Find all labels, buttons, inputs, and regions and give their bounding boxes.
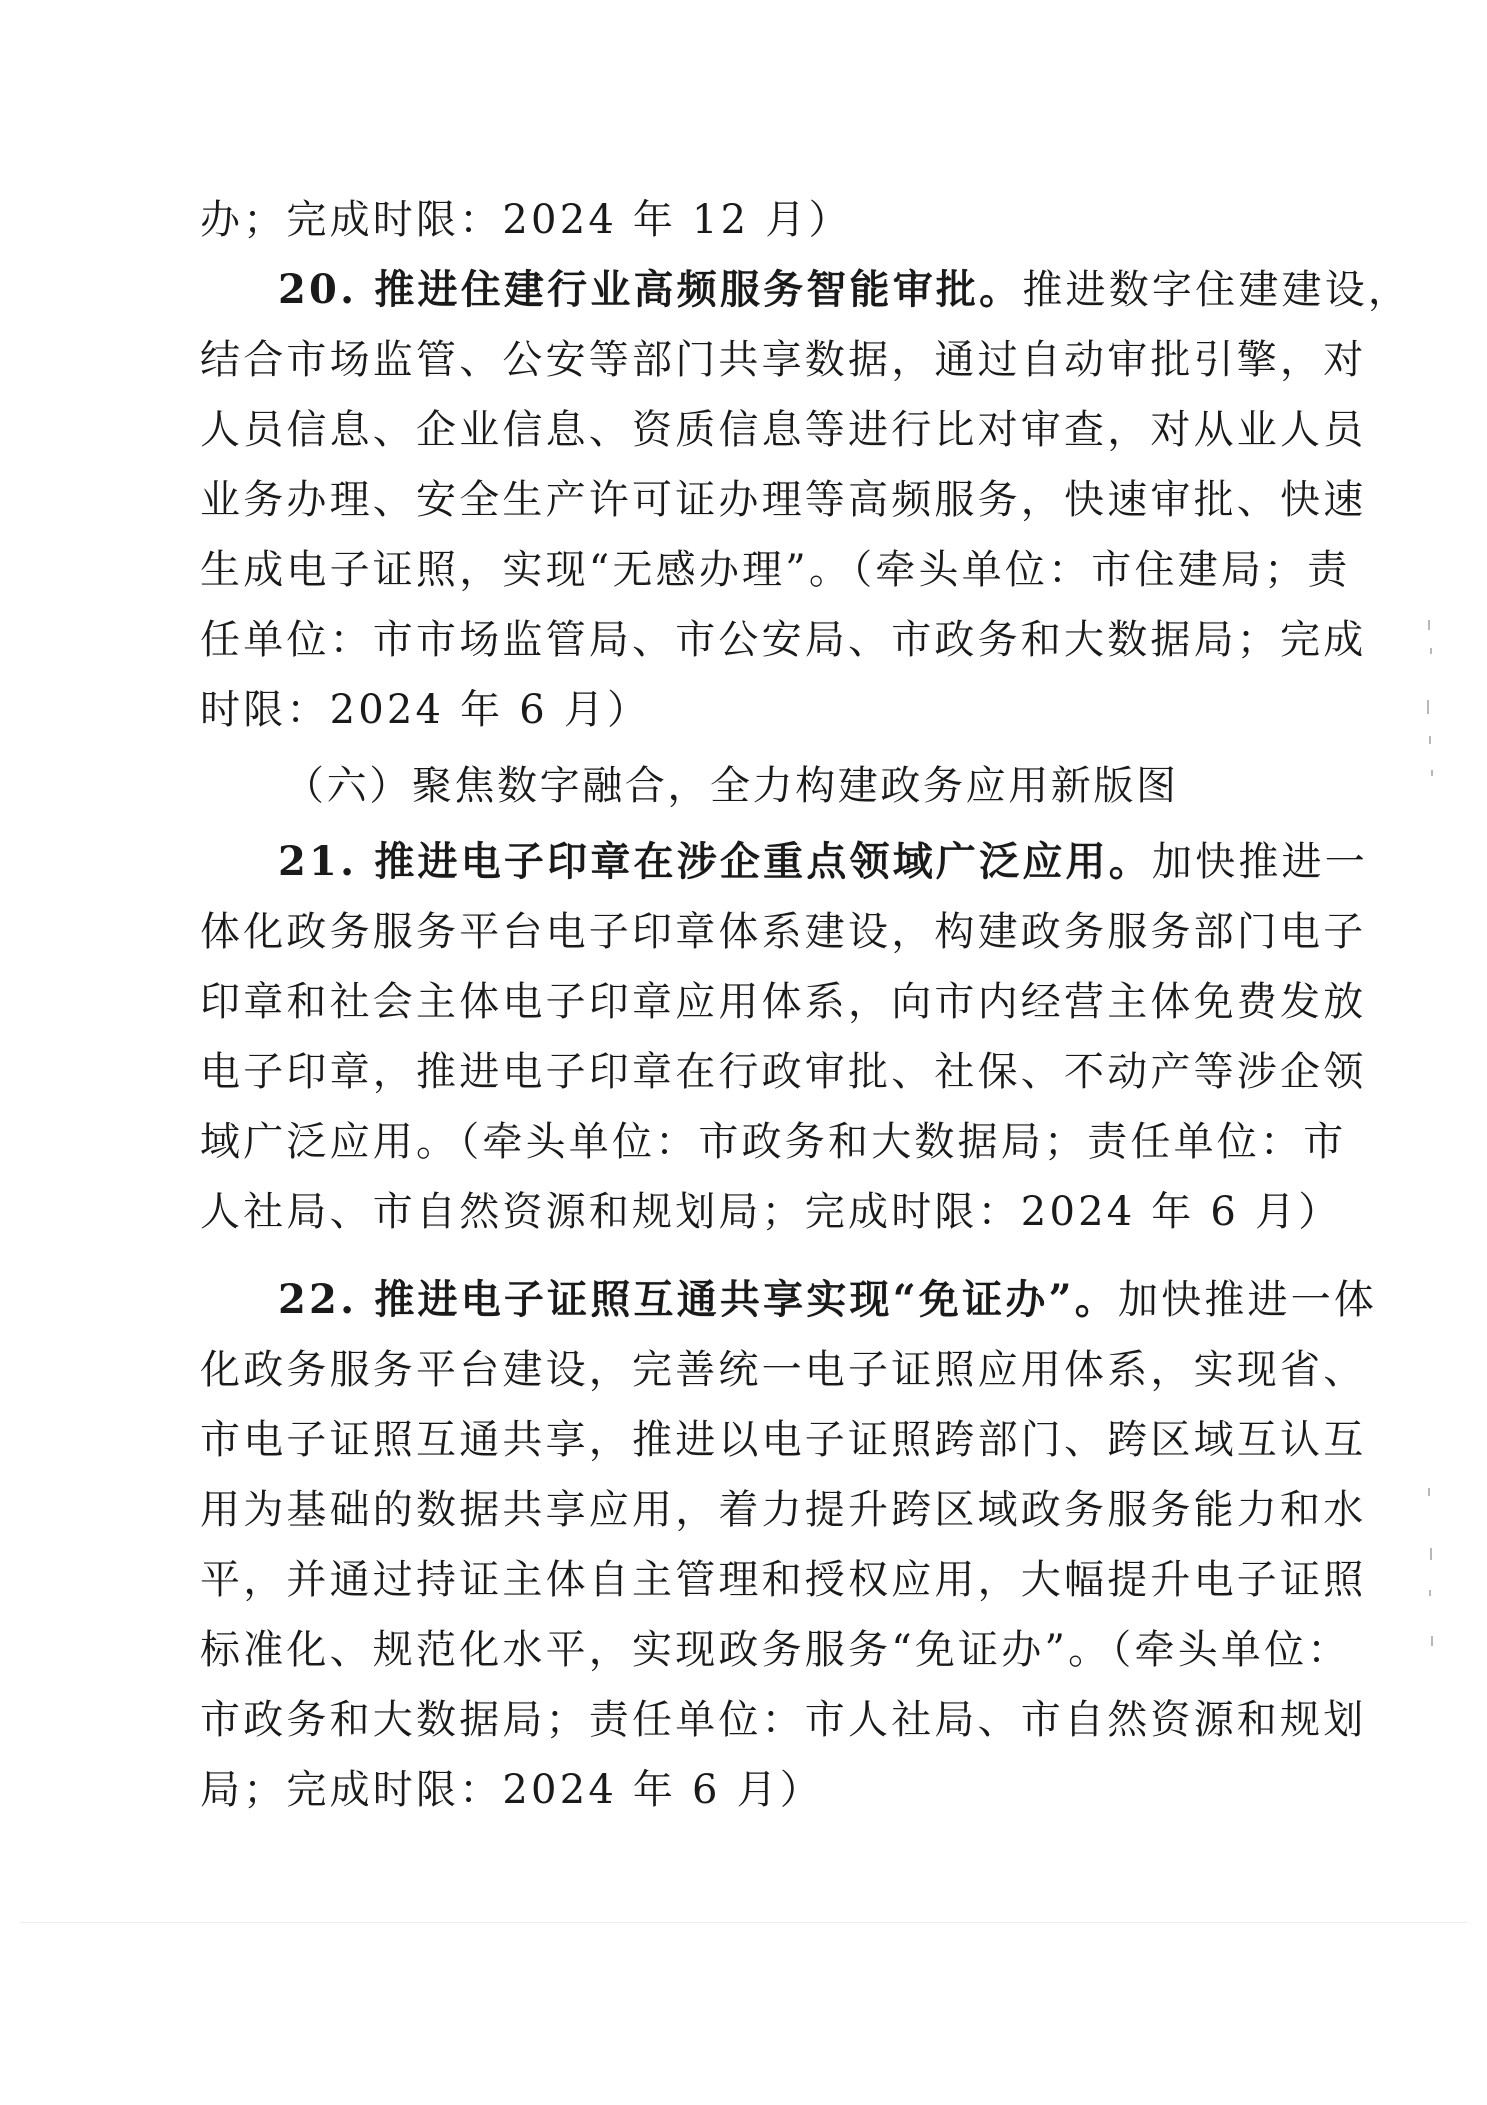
page-bottom-edge <box>20 1922 1467 1923</box>
line-text: 化政务服务平台建设，完善统一电子证照应用体系，实现省、 <box>200 1347 1367 1393</box>
line-text: 时限：2024 年 6 月） <box>200 687 651 733</box>
line-text: 局；完成时限：2024 年 6 月） <box>200 1767 823 1813</box>
text-line <box>200 616 1367 664</box>
line-text: 推进数字住建建设， <box>1022 267 1412 313</box>
text-line <box>200 978 1367 1026</box>
item-heading-22 <box>278 1276 1378 1324</box>
text-line <box>200 1188 1342 1236</box>
text-line <box>200 1346 1367 1394</box>
text-line <box>200 1118 1347 1166</box>
item-title-22: 22. 推进电子证照互通共享实现“免证办”。 <box>278 1276 1118 1323</box>
line-text: 业务办理、安全生产许可证办理等高频服务，快速审批、快速 <box>200 477 1367 523</box>
text-line <box>200 1626 1351 1674</box>
text-line <box>200 1696 1367 1744</box>
text-line <box>200 1416 1367 1464</box>
line-text: 用为基础的数据共享应用，着力提升跨区域政务服务能力和水 <box>200 1487 1367 1533</box>
text-line <box>200 1556 1367 1604</box>
line-text: 加快推进一 <box>1151 839 1368 885</box>
section-title: （六）聚焦数字融合，全力构建政务应用新版图 <box>284 763 1179 809</box>
line-text: 域广泛应用。（牵头单位：市政务和大数据局；责任单位：市 <box>200 1119 1347 1165</box>
line-text: 市电子证照互通共享，推进以电子证照跨部门、跨区域互认互 <box>200 1417 1367 1463</box>
item-title-21: 21. 推进电子印章在涉企重点领域广泛应用。 <box>278 838 1152 885</box>
text-line <box>200 336 1367 384</box>
text-line <box>200 686 1290 734</box>
text-line <box>200 476 1367 524</box>
line-text: 生成电子证照，实现“无感办理”。（牵头单位：市住建局；责 <box>200 547 1351 593</box>
line-text: 市政务和大数据局；责任单位：市人社局、市自然资源和规划 <box>200 1697 1367 1743</box>
text-line <box>200 908 1367 956</box>
line-text: 人员信息、企业信息、资质信息等进行比对审查，对从业人员 <box>200 407 1367 453</box>
line-text: 印章和社会主体电子印章应用体系，向市内经营主体免费发放 <box>200 979 1367 1025</box>
item-heading-21 <box>278 838 1368 886</box>
line-text: 标准化、规范化水平，实现政务服务“免证办”。（牵头单位： <box>200 1627 1351 1673</box>
line-text: 结合市场监管、公安等部门共享数据，通过自动审批引擎，对 <box>200 337 1367 383</box>
line-text: 平，并通过持证主体自主管理和授权应用，大幅提升电子证照 <box>200 1557 1367 1603</box>
line-text: 电子印章，推进电子印章在行政审批、社保、不动产等涉企领 <box>200 1049 1367 1095</box>
text-line <box>200 1766 1290 1814</box>
item-title-20: 20. 推进住建行业高频服务智能审批。 <box>278 266 1023 313</box>
line-text: 办；完成时限：2024 年 12 月） <box>200 197 852 243</box>
line-text: 任单位：市市场监管局、市公安局、市政务和大数据局；完成 <box>200 617 1367 663</box>
text-line <box>200 406 1367 454</box>
text-line <box>200 1048 1367 1096</box>
text-line <box>200 196 1290 244</box>
line-text: 体化政务服务平台电子印章体系建设，构建政务服务部门电子 <box>200 909 1367 955</box>
section-heading-6 <box>284 762 1290 810</box>
line-text: 加快推进一体 <box>1117 1277 1378 1323</box>
item-heading-20 <box>278 266 1412 314</box>
text-line <box>200 546 1351 594</box>
text-line <box>200 1486 1367 1534</box>
line-text: 人社局、市自然资源和规划局；完成时限：2024 年 6 月） <box>200 1189 1342 1235</box>
